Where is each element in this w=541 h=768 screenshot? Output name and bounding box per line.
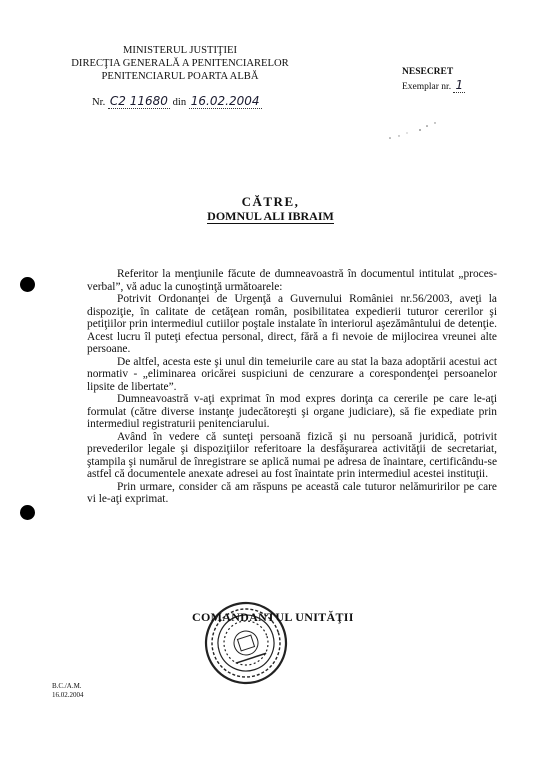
registration-number-label: Nr.: [92, 97, 106, 108]
issuer-header: [60, 44, 300, 83]
registration-number-value: C2 11680: [109, 94, 168, 108]
ministry-name: MINISTERUL JUSTIŢIEI: [122, 45, 238, 56]
body-paragraph: Dumneavoastră v-aţi exprimat în mod expres dorinţa ca cererile pe care le-aţi formulat (către diverse instanţe judecătoreşti şi organe judiciare), să fie expediate prin intermediul registraturii penitenciarului.: [87, 393, 497, 430]
addressee-to: CĂTRE,: [241, 194, 300, 209]
document-footer: [52, 682, 84, 700]
registration-line: [92, 94, 262, 109]
classification-level: NESECRET: [402, 67, 454, 77]
body-paragraph: Potrivit Ordonanţei de Urgenţă a Guvernului României nr.56/2003, aveţi la dispoziţie, în calitate de cetăţean român, posibilitatea expedierii tuturor cererilor şi petiţiilor prin intermediul cutiilor poştale instalate în interiorul aşezământului de detenţie. Acest lucru îl puteţi efectua personal, direct, fără a fi nevoie de mijlocirea vreunei alte persoane.: [87, 293, 497, 355]
copy-number-value: 1: [455, 78, 464, 92]
punch-hole-upper: [20, 277, 35, 292]
author-initials: B.C./A.M.: [52, 682, 82, 690]
letter-body: [87, 268, 497, 506]
unit-name: PENITENCIARUL POARTA ALBĂ: [101, 71, 259, 82]
body-paragraph: Având în vedere că sunteţi persoană fizică şi nu persoană juridică, potrivit prevederilor legale şi dispoziţiilor referitoare la desfăşurarea activităţii de secretariat, ştampila şi numărul de înregistrare se aplică numai pe adresa de înaintare, certificându-se astfel că documentele anexate adresei au fost înaintate prin intermediul acestei instituţii.: [87, 430, 497, 480]
registration-date-label: din: [172, 97, 187, 108]
registration-date-value: 16.02.2004: [190, 94, 260, 108]
classification-block: [402, 66, 512, 94]
body-paragraph: Prin urmare, consider că am răspuns pe această cale tuturor nelămuririlor pe care vi le-aţi exprimat.: [87, 480, 497, 505]
copy-number-label: Exemplar nr.: [402, 82, 452, 92]
signature-title: COMANDANTUL UNITĂŢII: [192, 610, 354, 624]
addressee-name-line: [0, 209, 541, 224]
footer-date: 16.02.2004: [52, 691, 84, 699]
directorate-name: DIRECŢIA GENERALĂ A PENITENCIARELOR: [71, 58, 289, 69]
body-paragraph: Referitor la menţiunile făcute de dumneavoastră în documentul intitulat „proces-verbal”, vă aduc la cunoştinţă următoarele:: [87, 268, 497, 293]
addressee-name: DOMNUL ALI IBRAIM: [207, 209, 334, 223]
scan-specks: [385, 120, 445, 145]
body-paragraph: De altfel, acesta este şi unul din temeiurile care au stat la baza adoptării acestui act normativ - „eliminarea oricărei suspiciuni de cenzurare a corespondenţei persoanelor lipsite de libertate”.: [87, 355, 497, 393]
punch-hole-lower: [20, 505, 35, 520]
